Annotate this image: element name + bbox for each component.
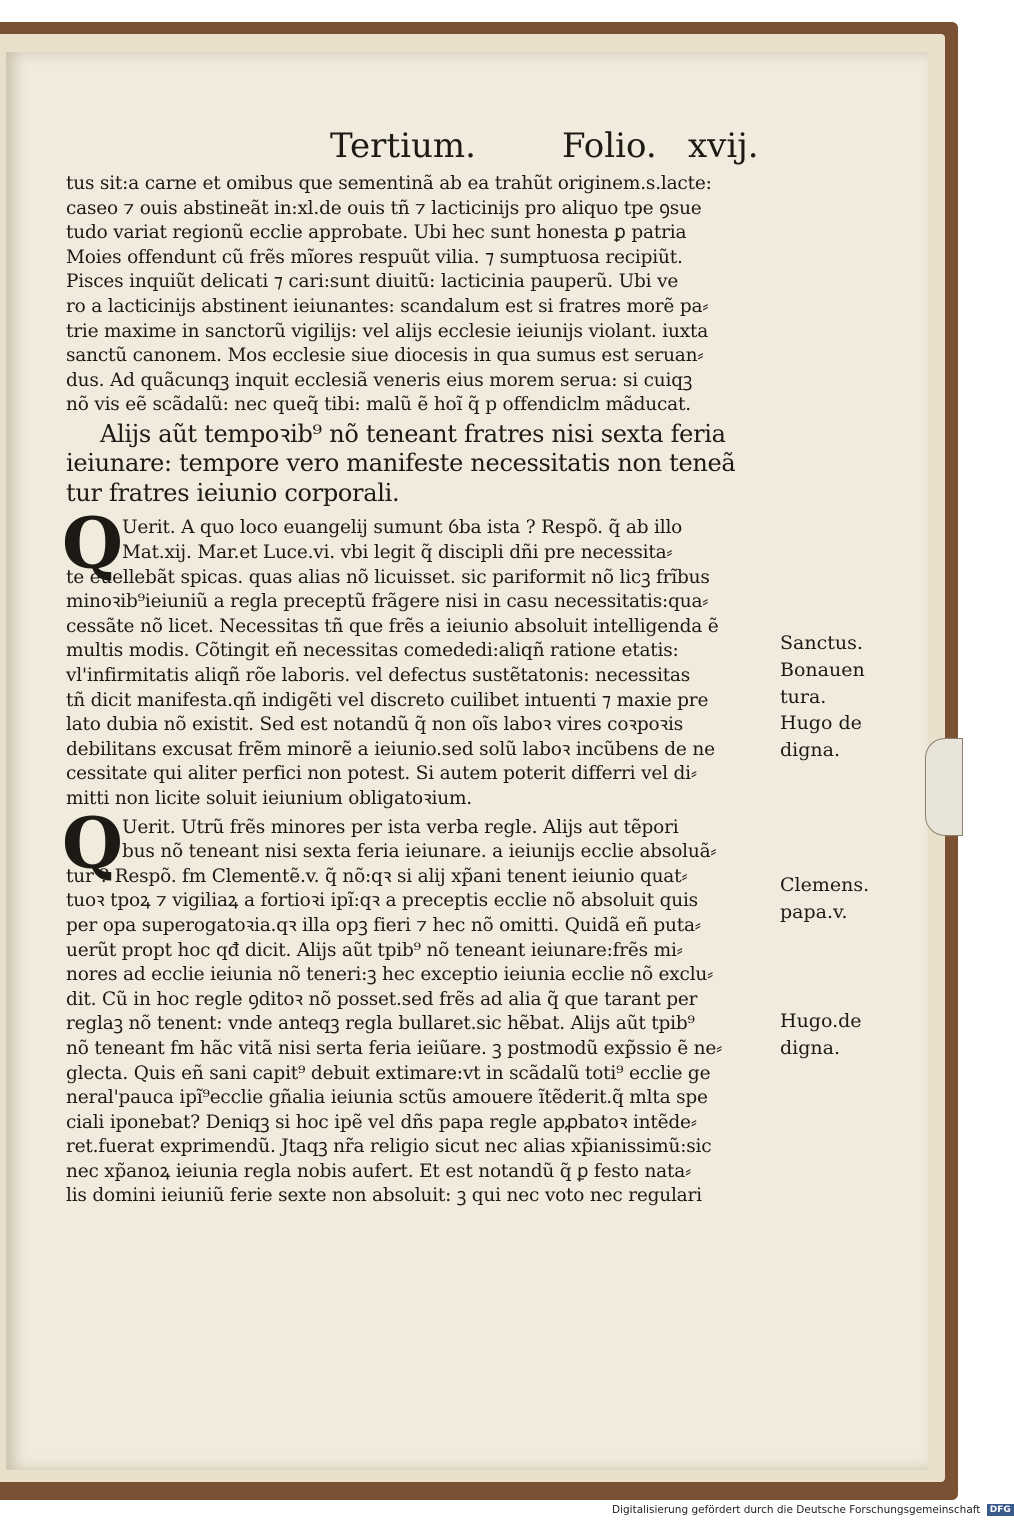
text-line: bus nõ teneant nisi sexta feria ieiunare. a ieiunijs ecclie absoluã⸗ (122, 841, 717, 863)
book-clasp (925, 738, 963, 836)
text-line: debilitans excusat frẽm minorẽ a ieiunio.sed solũ laboꝛ incũbens de ne (66, 738, 715, 760)
text-line: multis modis. Cõtingit eñ necessitas comededi:aliqñ ratione etatis: (66, 640, 679, 662)
text-line: neral'pauca ipĩ⁹ecclie gñalia ieiunia sctũs amouere ĩtẽderit.q̃ mlta spe (66, 1087, 708, 1109)
margin-note-clemens (780, 872, 869, 926)
text-line: vl'infirmitatis aliqñ rõe laboris. vel defectus sustẽtatonis: necessitas (66, 665, 691, 686)
text-line: Uerit. Utrũ frẽs minores per ista verba regle. Alijs aut tẽpori (122, 816, 679, 838)
text-line: cessãte nõ licet. Necessitas tñ que frẽs a ieiunio absoluit intelligenda ẽ (66, 615, 719, 637)
header-title: Tertium. (330, 126, 476, 166)
text-line: dit. Cũ in hoc regle ꝯditoꝛ nõ posset.sed frẽs ad alia q̃ que tarant per (66, 988, 698, 1010)
text-line: nec xp̃anoꝝ ieiunia regla nobis aufert. Et est notandũ q̃ ꝑ festo nata⸗ (66, 1160, 692, 1182)
margin-note-line: tura. (780, 686, 827, 708)
paragraph-1 (66, 172, 771, 418)
credit-text: Digitalisierung gefördert durch die Deutsche Forschungsgemeinschaft (612, 1504, 981, 1516)
initial-letter: Q (62, 801, 123, 885)
paragraph-2 (62, 502, 771, 811)
text-line: reglaꝫ nõ tenent: vnde anteqꝫ regla bullaret.sic hẽbat. Alijs aũt tpib⁹ (66, 1013, 695, 1035)
rule-line: Alijs aũt tempoꝛib⁹ nõ teneant fratres nisi sexta feria (100, 419, 726, 448)
text-line: lis domini ieiuniũ ferie sexte non absoluit: ꝫ qui nec voto nec regulari (66, 1185, 702, 1207)
margin-note-hugo-1 (780, 710, 862, 764)
margin-note-line: digna. (780, 739, 841, 761)
text-line: ciali iponebat? Deniqꝫ si hoc ipẽ vel dñs papa regle apꝓbatoꝛ intẽde⸗ (66, 1111, 697, 1133)
text-line: Uerit. A quo loco euangelij sumunt ỽba ista ? Respõ. q̃ ab illo (122, 517, 683, 539)
margin-note-line: Hugo.de (780, 1010, 862, 1032)
running-header (330, 126, 770, 172)
text-line: nõ teneant fm hãc vitã nisi serta feria ieiũare. ꝫ postmodũ exp̃ssio ẽ ne⸗ (66, 1037, 723, 1059)
rule-line: ieiunare: tempore vero manifeste necessitatis non teneã (66, 449, 736, 478)
text-line: caseo ⁊ ouis abstineãt in:xl.de ouis tñ ⁊ lacticinijs pro aliquo tpe ꝯsue (66, 197, 702, 219)
rule-line: tur fratres ieiunio corporali. (66, 478, 400, 507)
margin-note-bonaventura (780, 630, 865, 711)
text-line: ro a lacticinijs abstinent ieiunantes: scandalum est si fratres morẽ pa⸗ (66, 295, 709, 317)
dfg-logo: DFG (987, 1504, 1014, 1516)
text-line: tñ dicit manifesta.qñ indigẽti vel discreto cuilibet intuenti ⁊ maxie pre (66, 689, 709, 711)
text-line: nores ad ecclie ieiunia nõ teneri:ꝫ hec exceptio ieiunia ecclie nõ exclu⸗ (66, 964, 714, 986)
paragraph-3 (62, 801, 771, 1210)
text-line: Pisces inquiũt delicati ⁊ cari:sunt diuitũ: lacticinia pauperũ. Ubi ve (66, 271, 679, 293)
text-line: dus. Ad quãcunqꝫ inquit ecclesiã veneris eius morem serua: si cuiqꝫ (66, 369, 693, 391)
digitization-credit (612, 1504, 1011, 1524)
text-line: tur ? Respõ. fm Clementẽ.v. q̃ nõ:qꝛ si alij xp̃ani tenent ieiunio quat⸗ (66, 865, 688, 887)
text-line: uerũt propt hoc qđ dicit. Alijs aũt tpib⁹ nõ teneant ieiunare:frẽs mi⸗ (66, 939, 683, 961)
text-line: tus sit:a carne et omibus que sementinã ab ea trahũt originem.s.lacte: (66, 173, 712, 194)
text-line: minoꝛib⁹ieiuniũ a regla preceptũ frãgere nisi in casu necessitatis:qua⸗ (66, 591, 709, 613)
text-line: tuoꝛ tpoꝝ ⁊ vigiliaꝝ a fortioꝛi ipĩ:qꝛ a preceptis ecclie nõ absoluit quis (66, 890, 698, 912)
margin-note-line: Bonauen (780, 659, 865, 681)
header-folio-number: xvij. (688, 126, 759, 166)
text-line: glecta. Quis eñ sani capit⁹ debuit extimare:vt in scãdalũ toti⁹ ecclie ge (66, 1062, 711, 1084)
margin-note-line: Sanctus. (780, 632, 863, 654)
margin-note-hugo-2 (780, 1008, 862, 1062)
text-line: tudo variat regionũ ecclie approbate. Ubi hec sunt honesta ꝑ patria (66, 222, 687, 244)
text-line: nõ vis eẽ scãdalũ: nec queq̃ tibi: malũ ẽ hoĩ q̃ p offendiclm mãducat. (66, 394, 691, 416)
rule-text (66, 420, 771, 509)
text-line: te euellebãt spicas. quas alias nõ licuisset. sic pariformit nõ licꝫ frĩbus (66, 566, 710, 588)
text-line: Moies offendunt cũ frẽs mĩores respuũt vilia. ⁊ sumptuosa recipiũt. (66, 246, 683, 268)
text-line: trie maxime in sanctorũ vigilijs: vel alijs ecclesie ieiunijs violant. iuxta (66, 320, 709, 342)
margin-note-line: Clemens. (780, 874, 870, 896)
margin-note-line: digna. (780, 1037, 841, 1059)
text-line: ret.fuerat exprimendũ. Jtaqꝫ nr̃a religio sicut nec alias xp̃ianissimũ:sic (66, 1136, 712, 1158)
header-folio-label: Folio. (562, 126, 657, 166)
main-text-block (62, 172, 771, 1209)
text-line: Mat.xij. Mar.et Luce.vi. vbi legit q̃ discipli dñi pre necessita⸗ (122, 542, 673, 564)
text-line: lato dubia nõ existit. Sed est notandũ q̃ non oĩs laboꝛ vires coꝛpoꝛis (66, 714, 684, 736)
text-line: per opa superogatoꝛia.qꝛ illa opꝫ fieri ⁊ hec nõ omitti. Quidã eñ puta⸗ (66, 914, 701, 936)
text-line: cessitate qui aliter perfici non potest. Si autem poterit differri vel di⸗ (66, 763, 697, 785)
text-line: mitti non licite soluit ieiunium obligatoꝛium. (66, 787, 472, 809)
initial-letter: Q (62, 502, 123, 586)
margin-note-line: papa.v. (780, 901, 848, 923)
text-line: sanctũ canonem. Mos ecclesie siue diocesis in qua sumus est seruan⸗ (66, 345, 704, 367)
margin-note-line: Hugo de (780, 712, 862, 734)
